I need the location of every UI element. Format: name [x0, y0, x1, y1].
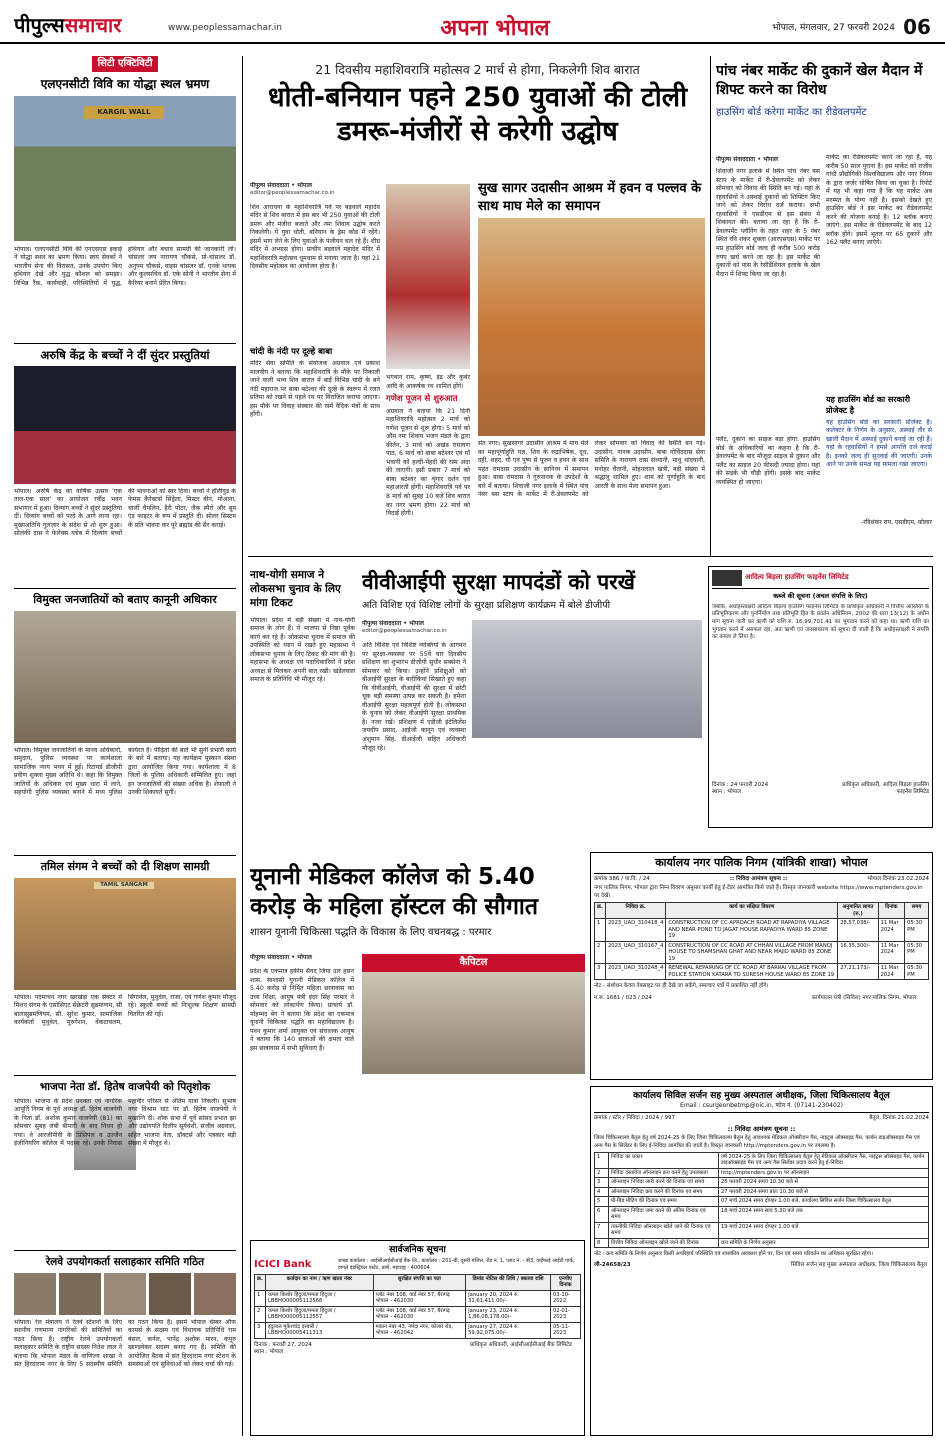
story-arushi — [14, 348, 236, 588]
table-cell: 3 — [595, 1178, 609, 1188]
col-header: क्र. — [595, 903, 606, 919]
ad-note: नोट : क्रय समिति के निर्णय अनुसार किसी अपरिहार्य परिस्थिति एवं शासकीय अवकाश होने पर, दिन एवं समय परिवर्तन का अधिकार सुरक्षित रहेगा। — [594, 1251, 873, 1258]
table-row — [255, 1290, 581, 1306]
story-obituary — [14, 1080, 236, 1250]
lead-subhead-1: चांदी के नंदी पर दूल्हे बाबा — [250, 346, 333, 357]
quote-attribution: -रविशंकर राय, एसडीएम, कोलार — [861, 518, 932, 526]
brand-name: पीपुल्स — [14, 13, 65, 37]
photo-sign: KARGIL WALL — [84, 106, 164, 119]
story-tamil — [14, 860, 236, 1075]
table-row — [595, 964, 929, 980]
table-cell: कमल किशोर हिंदुजा/ममता हिंदुजा / LBBHO00005112568 — [265, 1290, 373, 1306]
market-col1b: फ्लैट, दुकान का साइज बड़ा होगा: हाउसिंग बोर्ड के अधिकारियों का कहना है कि री-डेवलपमेंट के बाद मौजूदा साइज से दुकान और फ्लैट का साइज 20 फीसदी ज्यादा होगा। यहां की सड़कें भी चौड़ी होंगी। इसके बाद मार्केट व्यवस्थित हो जाएगा। — [716, 436, 820, 486]
table-cell: January 27, 2024 रु. 59,92,075.00/- — [466, 1322, 551, 1338]
photo-sign: TAMIL SANGAM — [94, 882, 154, 889]
story-headline: सुख सागर उदासीन आश्रम में हवन व पल्लव के साथ माघ मेले का समापन — [478, 181, 702, 214]
table-row — [595, 1222, 929, 1238]
table-cell: 11 Mar 2024 — [878, 919, 905, 942]
member-photo — [59, 1273, 101, 1315]
table-row — [595, 1168, 929, 1178]
table-row — [595, 919, 929, 942]
table-row — [595, 1206, 929, 1222]
story-photo — [472, 620, 702, 738]
ad-ref: क्रमांक / स्टोर / निविदा / 2024 / 997 — [594, 1115, 675, 1122]
story-headline: रेलवे उपयोगकर्ता सलाहकार समिति गठित — [45, 1255, 205, 1268]
table-cell: ऑनलाइन निविदा जमा करने की अंतिम दिनांक एवं समय — [609, 1206, 719, 1222]
table-row — [255, 1306, 581, 1322]
ad-intro: जिला चिकित्सालय बैतूल हेतु वर्ष 2024-25 के लिए जिला चिकित्सालय बैतूल हेतु आवश्यक मेडिकल ऑक्सीजन गैस, नाइट्रस ऑक्साइड गैस, कार्बन डाइऑक्साइड गैस एवं अन्य गैस के सिलेंडर के लिए ई-निविदा आमंत्रित की जाती है। विस्तृत जानकारी http://mptenders.gov.in पर उपलब्ध है। — [594, 1135, 920, 1149]
table-cell: 05-11-2023 — [550, 1322, 580, 1338]
ad-note: नोट - संशोधन केवल वेबसाइट पर ही देखे जा सकेंगे, समाचार पत्रों में प्रकाशित नहीं होंगे। — [594, 983, 769, 990]
website-link[interactable]: www.peoplessamachar.in — [168, 23, 282, 33]
member-photos — [14, 1273, 236, 1315]
story-headline: पांच नंबर मार्केट की दुकानें खेल मैदान में शिफ्ट करने का विरोध — [716, 63, 923, 98]
table-row — [595, 1178, 929, 1188]
table-cell: निविदा का प्रकार — [609, 1152, 719, 1168]
ad-ref-2: म.स. 1681 / 023 / 024 — [594, 994, 652, 1001]
col-header: कार्य का संक्षिप्त विवरण — [666, 903, 838, 919]
bank-logo: ICICI Bank — [254, 1259, 312, 1271]
table-cell: 02-01-2023 — [550, 1306, 580, 1322]
story-photo — [14, 611, 236, 743]
ad-title: कार्यालय सिविल सर्जन सह मुख्य अस्पताल अधीक्षक, जिला चिकित्सालय बैतूल — [633, 1091, 890, 1101]
ad-intro: नगर पालिक निगम, भोपाल द्वारा निम्न विवरण अनुसार कार्यों हेतु ई-टेंडर आमंत्रित किये जाते हैं। विस्तृत जानकारी website https://www.mptenders.gov.in पर देखें। — [594, 885, 923, 899]
ad-place: स्थान : भोपाल — [254, 1349, 283, 1356]
story-subhead: शासन यूनानी चिकित्सा पद्धति के विकास के लिए वचनबद्ध : परमार — [250, 926, 492, 938]
brand-name-2: समाचार — [64, 13, 122, 37]
brand-logo — [14, 12, 164, 38]
table-cell: January 23, 2024 रु. 1,86,08,178.00/- — [466, 1306, 551, 1322]
story-lnct — [14, 76, 236, 343]
table-cell: 1 — [255, 1290, 266, 1306]
member-photo — [149, 1273, 191, 1315]
table-cell: 19 मार्च 2024 समय दोपहर 1.00 बजे — [719, 1222, 929, 1238]
table-header-row — [255, 1274, 581, 1290]
table-cell: 2023_UAD_310418_4 — [605, 919, 665, 942]
table-cell: 1 — [595, 1152, 609, 1168]
table-row — [595, 1238, 929, 1248]
table-cell: 2 — [595, 1168, 609, 1178]
col-header: क्र. — [255, 1274, 266, 1290]
story-photo — [478, 218, 705, 436]
market-col1: शिवाजी नगर इलाके में स्थित पांच नंबर बस स्टाप के मार्केट में री-डेवलपमेंट को लेकर सोमवार को विवाद की स्थिति बन गई। यहां के रहवासियों ने अस्थाई दुकानों को शिफ्टिंग किए जाने को लेकर विरोध दर्ज कराया। सभी रहवासियों ने एसडीएम से इस संबंध में शिकायत की। बताया जा रहा है कि री-डेवलपमेंट प्लॉनिंग के तहत शहर के 5 नंबर स्थित रवि शंकर शुक्ला (आरएसएस) मार्केट पर मप्र हाउसिंग बोर्ड जल्द ही करीब 500 करोड़ रुपए खर्च करने जा रहा है। इस मार्केट की दुकानों को पास के रेसीडेंशियल इलाके के खेल मैदान में शिफ्ट किया जा रहा है। — [716, 168, 820, 278]
member-photo — [194, 1273, 236, 1315]
col-header: अनुमानित लागत (रु.) — [838, 903, 878, 919]
ad-ref-2: जी-24658/23 — [594, 1262, 631, 1269]
market-col2: मार्केट का रीडेवलपमेंट करने जा रहा है, यह करीब 50 साल पुराना है। इस मार्केट को राजीव गांधी प्रौद्योगिकी विश्वविद्यालय और नगर निगम के द्वारा जर्जर घोषित किया जा चुका है। रिपोर्ट में यह भी कहा गया है कि यह मार्केट अब मरम्मत के योग्य नहीं है। इसको देखते हुए हाउसिंग बोर्ड ने इस मार्केट का रीडेवलपमेंट करने की योजना बनाई है। 12 ब्लॉक बनाए जाएंगे: इस मार्केट के रीडेवलपमेंट के बाद 12 ब्लॉक होंगे। इसमें भूतल पर 65 दुकानें और 162 फ्लैट बनाए जाएंगे। — [826, 154, 932, 247]
byline: पीपुल्स संवाददाता • भोपाल — [716, 156, 778, 163]
member-photo — [14, 1273, 56, 1315]
story-headline: नाथ-योगी समाज ने लोकसभा चुनाव के लिए मांगा टिकट — [250, 569, 341, 610]
table-cell: मकान नंबर 43, नर्मदा नगर, कोलार रोड, भोपाल - 462042 — [373, 1322, 465, 1338]
story-body: भोपाल। विमुक्त जनजातियों के मानव अधिकारों, समुदाय, पुलिस व्यवस्था पर कार्यशाला सामाजिक न्याय भवन में हुई। रिटायर्ड डीजीपी प्रवीण शुक्ला मुख्य अतिथि थे। कहा कि विमुक्त जातियों के अधिकार एवं मुख्य धारा में लाने, सहयोगी पुलिस व्यवस्था बनाने में मध्य पुलिस कार्यरत है। पीड़ितों की बातें भी सुनीं प्रभारी कार्य के बारे में बताया। यह कार्यक्रम मुस्कान संस्था द्वारा आयोजित किया गया। कार्यशाला में 8 जिलों के पुलिस अधिकारी सम्मिलित हुए। जहां इन जनजातियों की संख्या अधिक है। शेफाली ने उनकी शिकायतें सुनीं। — [14, 746, 236, 797]
col-header: डिमांड नोटिस की तिथि / बकाया राशि — [466, 1274, 551, 1290]
table-cell: 2023_UAD_310248_4 — [605, 964, 665, 980]
story-headline: तमिल संगम ने बच्चों को दी शिक्षण सामग्री — [40, 859, 210, 873]
schedule-table — [594, 1152, 929, 1249]
byline: पीपुल्स संवाददाता • भोपाल — [250, 182, 312, 189]
page-number: 06 — [903, 15, 931, 39]
lead-overline: 21 दिवसीय महाशिवरात्रि महोत्सव 2 मार्च से होगा, निकलेगी शिव बारात — [315, 62, 640, 77]
lead-headline: धोती-बनियान पहने 250 युवाओं की टोली डमरू-मंजीरों से करेगी उद्घोष — [267, 81, 688, 148]
col-header: कर्जदार का नाम / ऋण खाता नंबर — [265, 1274, 373, 1290]
table-cell: 26 फरवरी 2024 समय 10.30 बजे से — [719, 1178, 929, 1188]
ad-title: कार्यालय नगर पालिक निगम (यांत्रिकी शाखा) भोपाल — [594, 856, 929, 874]
story-headline: विमुक्त जनजातियों को बताए कानूनी अधिकार — [33, 592, 217, 606]
story-headline: यूनानी मेडिकल कॉलेज को 5.40 करोड़ के महिला हॉस्टल की सौगात — [250, 864, 538, 921]
story-body: भोपाल। प्रदेश में बड़ी संख्या में नाथ-योगी समाज के लोग हैं। ये भाजपा से निष्ठा पूर्वक कार्य कर रहे हैं। लोकसभा चुनाव में समाज की उपस्थिति को ध्यान में रखते हुए महासभा ने लोकसभा चुनाव के लिए टिकट की मांग की है। महासभा के अध्यक्ष एवं पदाधिकारियों ने प्रदेश अध्यक्ष से मिलकर अपनी बात रखी। खंडेलवाल समाज के प्रतिनिधि भी मौजूद रहे। — [250, 616, 355, 684]
table-cell: 11 Mar 2024 — [878, 964, 905, 980]
col-header: समय — [905, 903, 929, 919]
story-body: भोपाल। भाजपा के प्रदेश प्रवक्ता एवं नागरिक आपूर्ति निगम के पूर्व अध्यक्ष डॉ. हितेष वाजपेयी के पिता डॉ. अशोक कुमार वाजपेयी (81) का सोमवार सुबह लंबी बीमारी के बाद निधन हो गया। वे आरजीपीवी के प्रिंसिपल व उज्जैन इंजीनियरिंग कॉलेज में पदस्थ रहे। उनके निवास महावीर परिसर से अंतिम यात्रा निकली। सुभाष नगर विश्राम घाट पर डॉ. हितेष वाजपेयी ने मुखाग्नि दी। शोक सभा में पूर्व सांसद प्रभात झा और उद्योगपति दिलीप सूर्यवंशी, संजीव अग्रवाल, सहित भाजपा नेता, डॉक्टर्स और पत्रकार बड़ी संख्या में मौजूद थे। — [14, 1097, 236, 1148]
lead-col1: शिव आराधना के महाशिवरात्रि पर्व पर बड़वाले महादेव मंदिर से शिव बारात में इस बार भी 250 युवाओं की टोली डमरू और मंजीरा बजाते और नमः शिवाय उद्घोष करते निकलेगी। ये युवा धोती, बनियान के ड्रेस कोड में रहेंगे। इसमें भाग लेने के लिए युवाओं के पंजीयन चल रहे हैं। शीघ्र मंदिर में अभ्यास होगा। प्राचीन बड़वाले महादेव मंदिर में महाशिवरात्रि महोत्सव धूमधाम से मनाया जाता है। यहां 21 दिवसीय महोत्सव का आयोजन होता है। — [250, 203, 380, 271]
dateline: भोपाल, मंगलवार, 27 फरवरी 2024 — [772, 23, 895, 33]
table-cell: 27,21,173/- — [838, 964, 878, 980]
table-row — [595, 1152, 929, 1168]
table-cell: प्लॉट नंबर 108, वार्ड नंबर 57, बैरागढ़ भोपाल - 462030 — [373, 1290, 465, 1306]
ad-date: बैतूल, दिनांक 21.02.2024 — [869, 1115, 929, 1122]
table-row — [255, 1322, 581, 1338]
table-cell: 3 — [255, 1322, 266, 1338]
story-photo — [14, 366, 236, 484]
table-cell: 8 — [595, 1238, 609, 1248]
table-cell: http://mptenders.gov.in पर ऑनलाइन — [719, 1168, 929, 1178]
story-subhead: अति विशिष्ट एवं विशिष्ट लोगों के सुरक्षा प्रशिक्षण कार्यक्रम में बोले डीजीपी — [362, 600, 611, 612]
table-cell: 05:30 PM — [905, 941, 929, 964]
ad-email[interactable]: Email : csurgeonbetmp@nic.in, फोन नं. (07141-230402) — [594, 1102, 929, 1113]
table-cell: 05:30 PM — [905, 964, 929, 980]
story-magh-mela — [478, 180, 705, 547]
story-headline: वीवीआईपी सुरक्षा मापदंडों को परखें — [362, 570, 635, 594]
story-vimukt — [14, 593, 236, 855]
masthead — [0, 0, 945, 44]
ad-title: सार्वजनिक सूचना — [389, 1245, 446, 1255]
lead-col2b: अग्रवाल ने बताया कि 21 दिनी महाशिवरात्रि महोत्सव 2 मार्च को गणेश पूजन से शुरू होगा। 5 मार्च को औम नमः शिवाय भजन मंडल के द्वारा कीर्तन, 3 मार्च को अखंड रामायण पाठ, 6 मार्च को बाबा बटेश्वर एवं माँ भवानी को हल्दी-मेंहदी की रस्म अदा की जाएगी। इसी प्रकार 7 मार्च को बाबा बटेश्वर का शृंगार दर्शन एवं महाआरती होगी। महाशिवरात्रि पर्व पर 8 मार्च को सुबह 10 बजे शिव बारात का नगर भ्रमण होगा। 22 मार्च को विदाई होगी। — [386, 407, 470, 518]
story-body: भोपाल। एलएनसीटी विवि की एनएसएस इकाई ने योद्धा स्थल का भ्रमण किया। स्वयं सेवकों ने भारतीय सेना की विरासत, उनके उपयोग किए हथियार देखे और युद्ध कौशल को समझा। विभिन्न रैंक, कार्यवाही, परिस्थितियों में युद्ध, हथियार और बचाव सामग्री की जानकारी ली। चांसलर जय नारायण चौकसे, प्रो-चांसलर डॉ. अनुपम चौकसे, वाइस चांसलर डॉ. एनके थापक और कुलसचिव डॉ. एके सोनी ने भारतीय सेना में कैरियर बनाने प्रेरित किया। — [14, 245, 236, 287]
left-column — [14, 56, 236, 1436]
table-cell: January 20, 2024 रु. 31,61,411.00/- — [466, 1290, 551, 1306]
ad-date: दिनांक : फरवरी 27, 2024 — [254, 1341, 312, 1348]
table-cell: 1 — [595, 919, 606, 942]
tender-table — [594, 902, 929, 980]
table-cell: ऑनलाइन निविदा क्रय करने की दिनांक एवं समय — [609, 1187, 719, 1197]
photo-banner: कैपिटल — [362, 954, 585, 972]
table-cell: 4 — [595, 1187, 609, 1197]
table-cell: प्लॉट नंबर 108, वार्ड नंबर 57, बैरागढ़ भोपाल - 462030 — [373, 1306, 465, 1322]
ad-nagar-nigam — [590, 852, 933, 1080]
table-cell: 07 मार्च 2024 समय दोपहर 1.00 बजे, कार्यालय सिविल सर्जन जिला चिकित्सालय बैतूल — [719, 1197, 929, 1207]
story-photo — [14, 96, 236, 241]
story-headline: एलएनसीटी विवि का योद्धा स्थल भ्रमण — [40, 76, 210, 91]
table-cell: RENEWAL REPAIRING OF CC ROAD AT BARRAI VILLAGE FROM POLICE STATION KATARA TO SURESH HOUSE WARD 85 ZONE 19 — [666, 964, 838, 980]
story-headline: भाजपा नेता डॉ. हितेष वाजपेयी को पितृशोक — [39, 1080, 211, 1093]
story-headline: अरुषि केंद्र के बच्चों ने दीं सुंदर प्रस्तुतियां — [40, 347, 210, 362]
table-cell: ऑनलाइन निविदा जारी करने की दिनांक एवं समय — [609, 1178, 719, 1188]
table-row — [595, 1197, 929, 1207]
col-header: निविदा क्र. — [605, 903, 665, 919]
col-header: एनपीए दिनांक — [550, 1274, 580, 1290]
table-cell: 2023_UAD_310167_4 — [605, 941, 665, 964]
table-row — [595, 941, 929, 964]
table-cell: 5 — [595, 1197, 609, 1207]
ad-ref: क्रमांक 386 / या.वि. / 24 — [594, 875, 650, 882]
story-nath-yogi — [250, 568, 355, 853]
ad-body: जबकि, अधोहस्ताक्षरी आदित्य बिड़ला हाउसिंग फाइनेंस लिमिटेड के प्राधिकृत अधिकारी ने वित्तीय आस्तियों के प्रतिभूतिकरण और पुनर्निर्माण तथा प्रतिभूति हित के प्रवर्तन अधिनियम, 2002 की धारा 13(12) के अधीन मांग सूचना जारी कर ऋणी को राशि रु. 16,99,701.41 का भुगतान करने को कहा था। ऋणी राशि का भुगतान करने में असफल रहा, अतः ऋणी एवं जनसाधारण को सूचना दी जाती है कि अधोहस्ताक्षरी ने संपत्ति का कब्जा ले लिया है। — [712, 603, 929, 641]
story-body: अति विशिष्ट एवं विशिष्ट व्यक्तियों के आगमन पर सुरक्षा-व्यवस्था पर 55वें चार दिवसीय प्रशिक्षण का शुभारंभ डीजीपी सुधीर सक्सेना ने सोमवार को किया। उन्होंने प्रशिक्षुओं को वीआईपी सुरक्षा के बारीकियां सिखाते हुए कहा कि वीवीआईपी, वीआईपी की सुरक्षा में छोटी चूक बड़ी समस्या उत्पन्न कर सकती है। हमेशा वीआईपी सुरक्षा महत्वपूर्ण होती है। लोकसभा के चुनाव को लेकर वीआईपी सुरक्षा प्राथमिक है। नजर रखें। प्रशिक्षण में एडीजी इंटेलिजेंस जयदीप प्रसाद, आईजी कानून एवं व्यवस्था अंशुमान सिंह, डीआईजी सहित अधिकारी मौजूद रहे। — [362, 642, 466, 752]
notice-table — [254, 1274, 581, 1339]
table-cell: 28,57,038/- — [838, 919, 878, 942]
table-cell: CONSTRUCTION OF CC ROAD AT CHHAN VILLAGE FROM MANOJ HOUSE TO SHAMSHAN GHAT AND NEAR MAJID WARD 85 ZONE 19 — [666, 941, 838, 964]
ad-intro: शाखा कार्यालय : आईसीआईसीआई बैंक लि., कार्यालय : 201-बी, दूसरी मंजिल, रोड नं. 1, प्लाट नं. - बी3, वाईफाई आईटी पार्क, वागले इंडस्ट्रियल एस्टेट, ठाणे, महाराष्ट्र - 400604 — [338, 1258, 575, 1271]
story-body: प्रदेश के एकमात्र हकीम सैयद जिया उल हसन शास. स्वशासी यूनानी मेडिकल कॉलेज में 5.40 करोड़ से निर्मित महिला छात्रावास का उच्च शिक्षा, आयुष मंत्री इंदर सिंह परमार ने सोमवार को लोकार्पण किया। प्राचार्य डॉ. मोहम्मद बेग ने बताया कि प्रदेश का एकमात्र यूनानी चिकित्सा पद्धति का महाविद्यालय है। पवन कुमार शर्मा आयुक्त एवं संचालक आयुष ने बताया कि 140 छात्राओं की क्षमता वाले इस छात्रावास में सभी सुविधाएं हैं। — [250, 968, 354, 1052]
ad-icici — [250, 1240, 585, 1436]
ad-date: दिनांक : 24 फरवरी 2024 — [712, 781, 769, 788]
ad-notice-title: कब्जे की सूचना (अचल संपत्ति के लिए) — [773, 592, 868, 600]
col-header: सुरक्षित संपत्ति का पता — [373, 1274, 465, 1290]
ad-header — [712, 570, 929, 589]
lead-photo — [386, 184, 470, 369]
story-vvip — [362, 568, 702, 853]
table-cell: इंदुलाल मुकेशचंद्र दरबारी / LBBHO00005411313 — [265, 1322, 373, 1338]
story-subhead: हाउसिंग बोर्ड करेगा मार्केट का रीडेवलपमेंट — [716, 106, 867, 118]
ad-signatory: प्राधिकृत अधिकारी, आदित्य बिड़ला हाउसिंग फाइनेंस लिमिटेड — [842, 781, 929, 796]
ad-title: आदित्य बिड़ला हाउसिंग फाइनेंस लिमिटेड — [745, 573, 849, 582]
editor-email[interactable]: editor@peoplessamachar.co.in — [362, 628, 447, 635]
story-photo — [14, 878, 236, 990]
lead-col2: भगवान राम, कृष्ण, इंद्र और कुबेर आदि के आकर्षक रथ शामिल होंगे। — [386, 374, 470, 390]
table-cell: वर्ष 2024-25 के लिए जिला चिकित्सालय बैतूल हेतु मेडिकल ऑक्सीजन गैस, नाइट्रस ऑक्साइड गैस, कार्बन डाइऑक्साइड गैस एवं अन्य गैस सिलेंडर प्रदाय करने हेतु ई-निविदा — [719, 1152, 929, 1168]
table-cell: 2 — [595, 941, 606, 964]
section-kicker: सिटी एक्टिविटी — [92, 56, 159, 72]
table-cell: तकनीकी निविदा ऑनलाइन खोले जाने की दिनांक एवं समय — [609, 1222, 719, 1238]
market-subhead-2: यह हाउसिंग बोर्ड का सरकारी प्रोजेक्ट है — [826, 395, 911, 415]
ad-subtitle: :: निविदा आमंत्रण सूचना :: — [729, 875, 788, 882]
table-header-row — [595, 903, 929, 919]
story-body: भोपाल। अरुषि केंद्र का वार्षिक उत्सव 'एक ताल-एक साल' का आयोजन रवींद्र भवन सभागार में हुआ। दिव्यांग बच्चों ने सुंदर प्रस्तुतियां दीं। दिव्यांग बच्चों को परदे के आगे लाना रहा। मुख्यअतिथि गुलज़ार के संदेश से शो शुरू हुआ। सोलंकी दास ने फेलेक्स ग्लोब में दिव्यांग बच्चों की भावनाओं को स्वर दिया। बच्चों ने हॉलीवुड के फेमस कैरेक्टर्स सिंड्रेला, मिस्टर बीन, मोआना, चार्ली चैपलिन, हैरी पोटर, जैक स्पैरो और बूम एंड फाइटर के रूप में प्रस्तुति दी। सोलर सिस्टम के प्रति भावना कर पूरे ब्रह्मांड की सैर कराई। — [14, 487, 236, 538]
table-cell: 05:30 PM — [905, 919, 929, 942]
table-cell: 03-10-2022 — [550, 1290, 580, 1306]
story-railway — [14, 1255, 236, 1405]
table-cell: क्रय समिति के निर्णय अनुसार — [719, 1238, 929, 1248]
lead-story — [250, 62, 705, 547]
member-photo — [104, 1273, 146, 1315]
editor-email[interactable]: editor@peoplessamachar.co.in — [250, 190, 335, 197]
ad-betul-hospital — [590, 1086, 933, 1436]
table-cell: 16,35,300/- — [838, 941, 878, 964]
ad-signatory: सिविल सर्जन सह मुख्य अस्पताल अधीक्षक, जिला चिकित्सालय बैतूल — [790, 1262, 928, 1269]
story-market — [716, 62, 932, 552]
lead-subhead-2: गणेश पूजन से शुरुआत — [386, 394, 458, 405]
table-cell: CONSTRUCTION OF CC APROACH ROAD AT RAPADIYA VILLAGE AND NEAR POND TO JAGAT HOUSE RAPADIYA WARD 85 ZONE 19 — [666, 919, 838, 942]
byline: पीपुल्स संवाददाता • भोपाल — [362, 620, 424, 627]
table-row — [595, 1187, 929, 1197]
table-cell: 6 — [595, 1206, 609, 1222]
lead-col1b: मंदिर सेवा समिति के संयोजक अग्रवाल एवं प्रकाश मालवीय ने बताया कि महाशिवरात्रि के मौके पर निकाली जाने वाली भव्य शिव बारात में बाईं विभिन्न चांदी के बने नंदी महाराज पर बाबा बटेश्वर की दूल्हे के स्वरूप में रजत प्रतिमा को रखने से पहले रथ पर विराजित कराया जाएगा। इस मौके पर विवाह संस्कार की रस्में वैदिक मंत्रों के साथ होंगी। — [250, 359, 380, 419]
byline: पीपुल्स संवाददाता • भोपाल — [250, 954, 312, 961]
ad-place: स्थान : भोपाल — [712, 789, 741, 796]
ad-signatory: प्राधिकृत अधिकारी, आईसीआईसीआई बैंक लिमिटेड — [470, 1341, 572, 1348]
company-logo-icon — [712, 570, 742, 586]
table-cell: 3 — [595, 964, 606, 980]
market-quote: यह हाउसिंग बोर्ड का सरकारी प्रोजेक्ट है। कलेक्टर के निर्णय के अनुसार, अस्थाई तौर से खाली मैदान में अस्थाई दुकानें बनाई जा रही हैं। यहां के रहवासियों ने हमसे आपत्ति दर्ज कराई है। इनको जल्द ही सुनवाई की जाएगी। उनके आने पर उनके समक्ष यह मामला रखा जाएगा। — [826, 418, 932, 469]
story-unani — [250, 862, 585, 1237]
story-body: भोपाल। पदमाचन नगर खरखेड़ा एक सेक्टर में मिशन संगम के एसोसिएट सेक्रेटरी सुब्रमण्यम, सी बालासुब्रमणियम, सी. सुरेश कुमार, सामाजिक कार्यकर्ता मुथुवेल, मुरुगेशन, वेंकटाचलम, सिंगावेल, मुथुवेल, राजा, एवं गणेश कुमार मौजूद रहे। स्कूली बच्चों को निःशुल्क शिक्षण सामग्री वितरित की गई। — [14, 993, 236, 1027]
section-title: अपना भोपाल — [440, 16, 550, 41]
table-cell: निविदा दस्तावेज ऑनलाइन क्रय करने हेतु उपलब्धता — [609, 1168, 719, 1178]
ad-aditya-birla — [708, 566, 933, 828]
table-cell: 2 — [255, 1306, 266, 1322]
table-cell: 18 मार्च 2024 समय सायं 5.30 बजे तक — [719, 1206, 929, 1222]
story-body: संत नगर। सुखसागर उदासीन आश्रम में माघ मेले का महापूर्णाहुति यज्ञ, शिव के रुद्राभिषेक, दूध, दही, शहद, घी एवं पुष्प से पूजन व हवन के साथ महंत रामदास उदासीन के सानिध्य में समापन हुआ। बाबा रामदास ने गुरुनानक के उपदेशों के बारे में बताया। शिवाजी नगर इलाके में स्थित पांच नंबर बस स्टाप के मार्केट में री-डेवलपमेंट को लेकर सोमवार को विवाद की स्थिति बन गई। उदासीन, नानक उदासीन, बाबा गोविंददास सेवा समिति के नारायण दास संध्यानी, माधु थांदवानी, मनोहर चैतानी, मोहनलाल खत्री, बड़ी संख्या में श्रद्धालु शामिल हुए। शाम को पूर्णाहुति के बाद आरती के साथ मेला समापन हुआ। — [478, 440, 705, 499]
col-header: दिनांक — [878, 903, 905, 919]
story-photo — [362, 954, 585, 1074]
table-cell: कमल किशोर हिंदुजा/ममता हिंदुजा / LBBHO00005112557 — [265, 1306, 373, 1322]
table-cell: वित्तीय निविदा ऑनलाइन खोले जाने की दिनांक — [609, 1238, 719, 1248]
table-cell: प्री-बिड मीटिंग की दिनांक एवं समय — [609, 1197, 719, 1207]
ad-signatory: कार्यपालन यंत्री (सिविल) नगर पालिक निगम, भोपाल — [811, 994, 917, 1001]
story-body: भोपाल। रेल मंत्रालय ने रेलवे स्टेशनों के लिए स्थानीय गणमान्य नागरिकों की समितियों का गठन किया है। राष्ट्रीय रेलवे उपयोगकर्ता सलाहकार समिति के राष्ट्रीय सदस्य नितेश लाल ने बताया कि भोपाल मंडल के वाणिज्य शाखा ने संत हिरदाराम नगर के लिए 5 सदस्यीय समिति का गठन किया है। इसमें भोपाल चेम्बर ऑफ कामर्स के सदस्य एवं विधायक प्रतिनिधि राम बंसल, कर्नल, पापेंद्र अशोक मारन, कपूरु खाण्डवेकर सदस्य बनाए गए हैं। समिति की आयोजित बैठक में संत हिरदाराम नगर स्टेशन के समस्याओं एवं सुविधाओं को लेकर चर्चा की गई। — [14, 1318, 236, 1369]
table-cell: 11 Mar 2024 — [878, 941, 905, 964]
table-cell: 27 फरवरी 2024 समय प्रातः 10.30 बजे से — [719, 1187, 929, 1197]
table-cell: 7 — [595, 1222, 609, 1238]
ad-subtitle: :: निविदा आमंत्रण सूचना :: — [727, 1124, 796, 1133]
ad-date: भोपाल दिनांक 23.02.2024 — [867, 875, 929, 882]
